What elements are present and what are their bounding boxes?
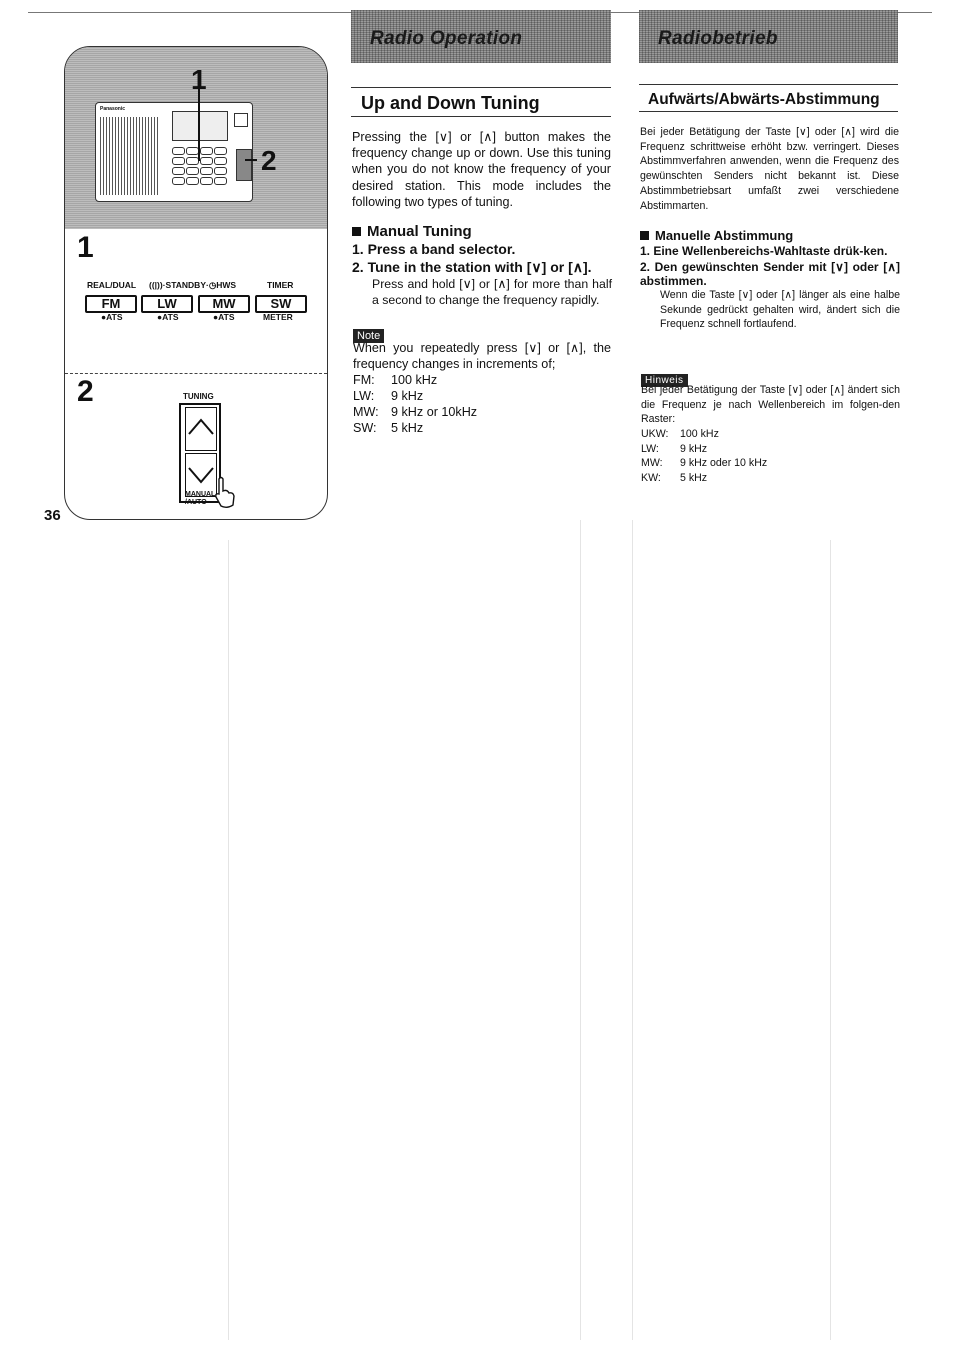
scan-line	[830, 540, 831, 1340]
subheading-en: Manual Tuning	[367, 223, 472, 240]
radio-brand: Panasonic	[100, 106, 126, 112]
increment-value: 9 kHz	[391, 389, 424, 403]
page-number: 36	[44, 507, 61, 524]
increment-value: 5 kHz	[680, 471, 708, 484]
radio-display	[172, 111, 228, 141]
band-button-mw: MW	[198, 295, 250, 313]
radio-keypad	[172, 147, 228, 185]
increment-row	[641, 442, 767, 457]
increment-value: 9 kHz or 10kHz	[391, 405, 478, 419]
manual-tuning-en	[352, 223, 612, 308]
pressing-hand-icon	[213, 475, 237, 514]
scan-line	[632, 520, 633, 1340]
manual-auto-label: MANUAL /AUTO	[185, 491, 216, 506]
band-sublabel: ●ATS	[157, 312, 179, 322]
increment-band: FM:	[353, 373, 375, 387]
increment-band: KW:	[641, 471, 661, 484]
standby-label: ((|))·STANDBY·◷HWS	[149, 280, 237, 290]
tuning-label: TUNING	[183, 392, 214, 401]
note-text-en: When you repeatedly press [∨] or [∧], the frequency changes in increments of;	[353, 341, 611, 372]
heading-underline-en	[351, 116, 611, 117]
increment-row	[641, 427, 767, 442]
callout-2: 2	[261, 145, 277, 176]
radio-illustration-background	[65, 47, 327, 229]
panel-divider	[65, 373, 327, 374]
increment-row	[353, 372, 477, 388]
band-sublabel: ●ATS	[101, 312, 123, 322]
real-dual-label: REAL/DUAL	[87, 280, 137, 290]
increment-value: 100 kHz	[391, 373, 438, 387]
increment-value: 5 kHz	[391, 421, 424, 435]
section-header-en-text: Radio Operation	[370, 28, 523, 49]
step2-de: 2. Den gewünschten Sender mit [∨] oder [∧] abstimmen.	[640, 260, 900, 288]
callout-1: 1	[191, 64, 207, 95]
increment-row	[353, 388, 477, 404]
note-label-en: Note	[353, 329, 384, 343]
section-header-de	[639, 10, 898, 63]
heading-en: Up and Down Tuning	[361, 93, 540, 113]
increment-band: LW:	[641, 442, 659, 455]
increment-row	[641, 471, 767, 486]
band-button-fm: FM	[85, 295, 137, 313]
band-sublabel: ●ATS	[213, 312, 235, 322]
bullet-square-icon	[640, 231, 649, 240]
radio-tuning-button	[236, 149, 252, 181]
band-button-lw: LW	[141, 295, 193, 313]
timer-label: TIMER	[267, 280, 294, 290]
step1-en: 1. Press a band selector.	[352, 241, 516, 257]
heading-rule-en	[351, 87, 611, 88]
increments-table-de	[641, 427, 767, 485]
speaker-grille	[100, 117, 160, 195]
heading-rule-de	[639, 84, 898, 85]
callout-line-2	[245, 159, 257, 161]
radio-side-button	[234, 113, 248, 127]
increment-value: 9 kHz	[680, 442, 708, 455]
increment-band: UKW:	[641, 428, 669, 440]
scan-line	[580, 520, 581, 1340]
heading-underline-de	[639, 111, 898, 112]
intro-en: Pressing the [∨] or [∧] button makes the frequency change up or down. Use this tuning when you do not know the frequency of your desired station. This mode includes the following two types of tuning.	[352, 130, 611, 209]
radio-illustration	[95, 102, 253, 202]
increment-value: 100 kHz	[680, 428, 719, 440]
increment-value: 9 kHz oder 10 kHz	[680, 457, 768, 469]
heading-de: Aufwärts/Abwärts-Abstimmung	[648, 91, 880, 108]
step2-en: 2. Tune in the station with [∨] or [∧].	[352, 259, 592, 275]
step1-de: 1. Eine Wellenbereichs-Wahltaste drük-ken.	[640, 244, 888, 258]
increment-band: MW:	[641, 457, 663, 469]
band-button-sw: SW	[255, 295, 307, 313]
scan-line	[228, 540, 229, 1340]
step2-detail-en: Press and hold [∨] or [∧] for more than half a second to change the frequency rapidly.	[372, 277, 612, 308]
step-2-number: 2	[77, 375, 94, 408]
intro-de: Bei jeder Betätigung der Taste [∨] oder [∧] wird die Frequenz schrittweise erhöht bzw. verringert. Dieses Abstimmverfahren anwenden, wenn die Frequenz des gewünschten Senders nicht bekannt ist. Diese Abstimmbetriebsart umfaßt zwei verschiedene Abstimmarten.	[640, 126, 899, 212]
increment-band: MW:	[353, 405, 379, 419]
increment-row	[353, 420, 477, 436]
section-header-de-text: Radiobetrieb	[658, 28, 778, 49]
note-text-de: Bei jeder Betätigung der Taste [∨] oder [∧] ändert sich die Frequenz je nach Wellenbereich im folgen-den Raster:	[641, 384, 900, 426]
band-sublabel: METER	[263, 312, 293, 322]
manual-tuning-de	[640, 228, 900, 332]
tuning-up-icon	[185, 407, 217, 451]
note-label-de: Hinweis	[641, 374, 688, 387]
increment-row	[353, 404, 477, 420]
bullet-square-icon	[352, 227, 361, 236]
increments-table-en	[353, 372, 477, 436]
illustration-panel	[64, 46, 328, 520]
step2-detail-de: Wenn die Taste [∨] oder [∧] länger als eine halbe Sekunde gedrückt gehalten wird, ändert sich die Frequenz schnell fortlaufend.	[660, 289, 900, 331]
increment-band: LW:	[353, 389, 375, 403]
section-header-en	[351, 10, 611, 63]
increment-band: SW:	[353, 421, 377, 435]
increment-row	[641, 456, 767, 471]
step-1-number: 1	[77, 231, 94, 264]
subheading-de: Manuelle Abstimmung	[655, 228, 794, 243]
